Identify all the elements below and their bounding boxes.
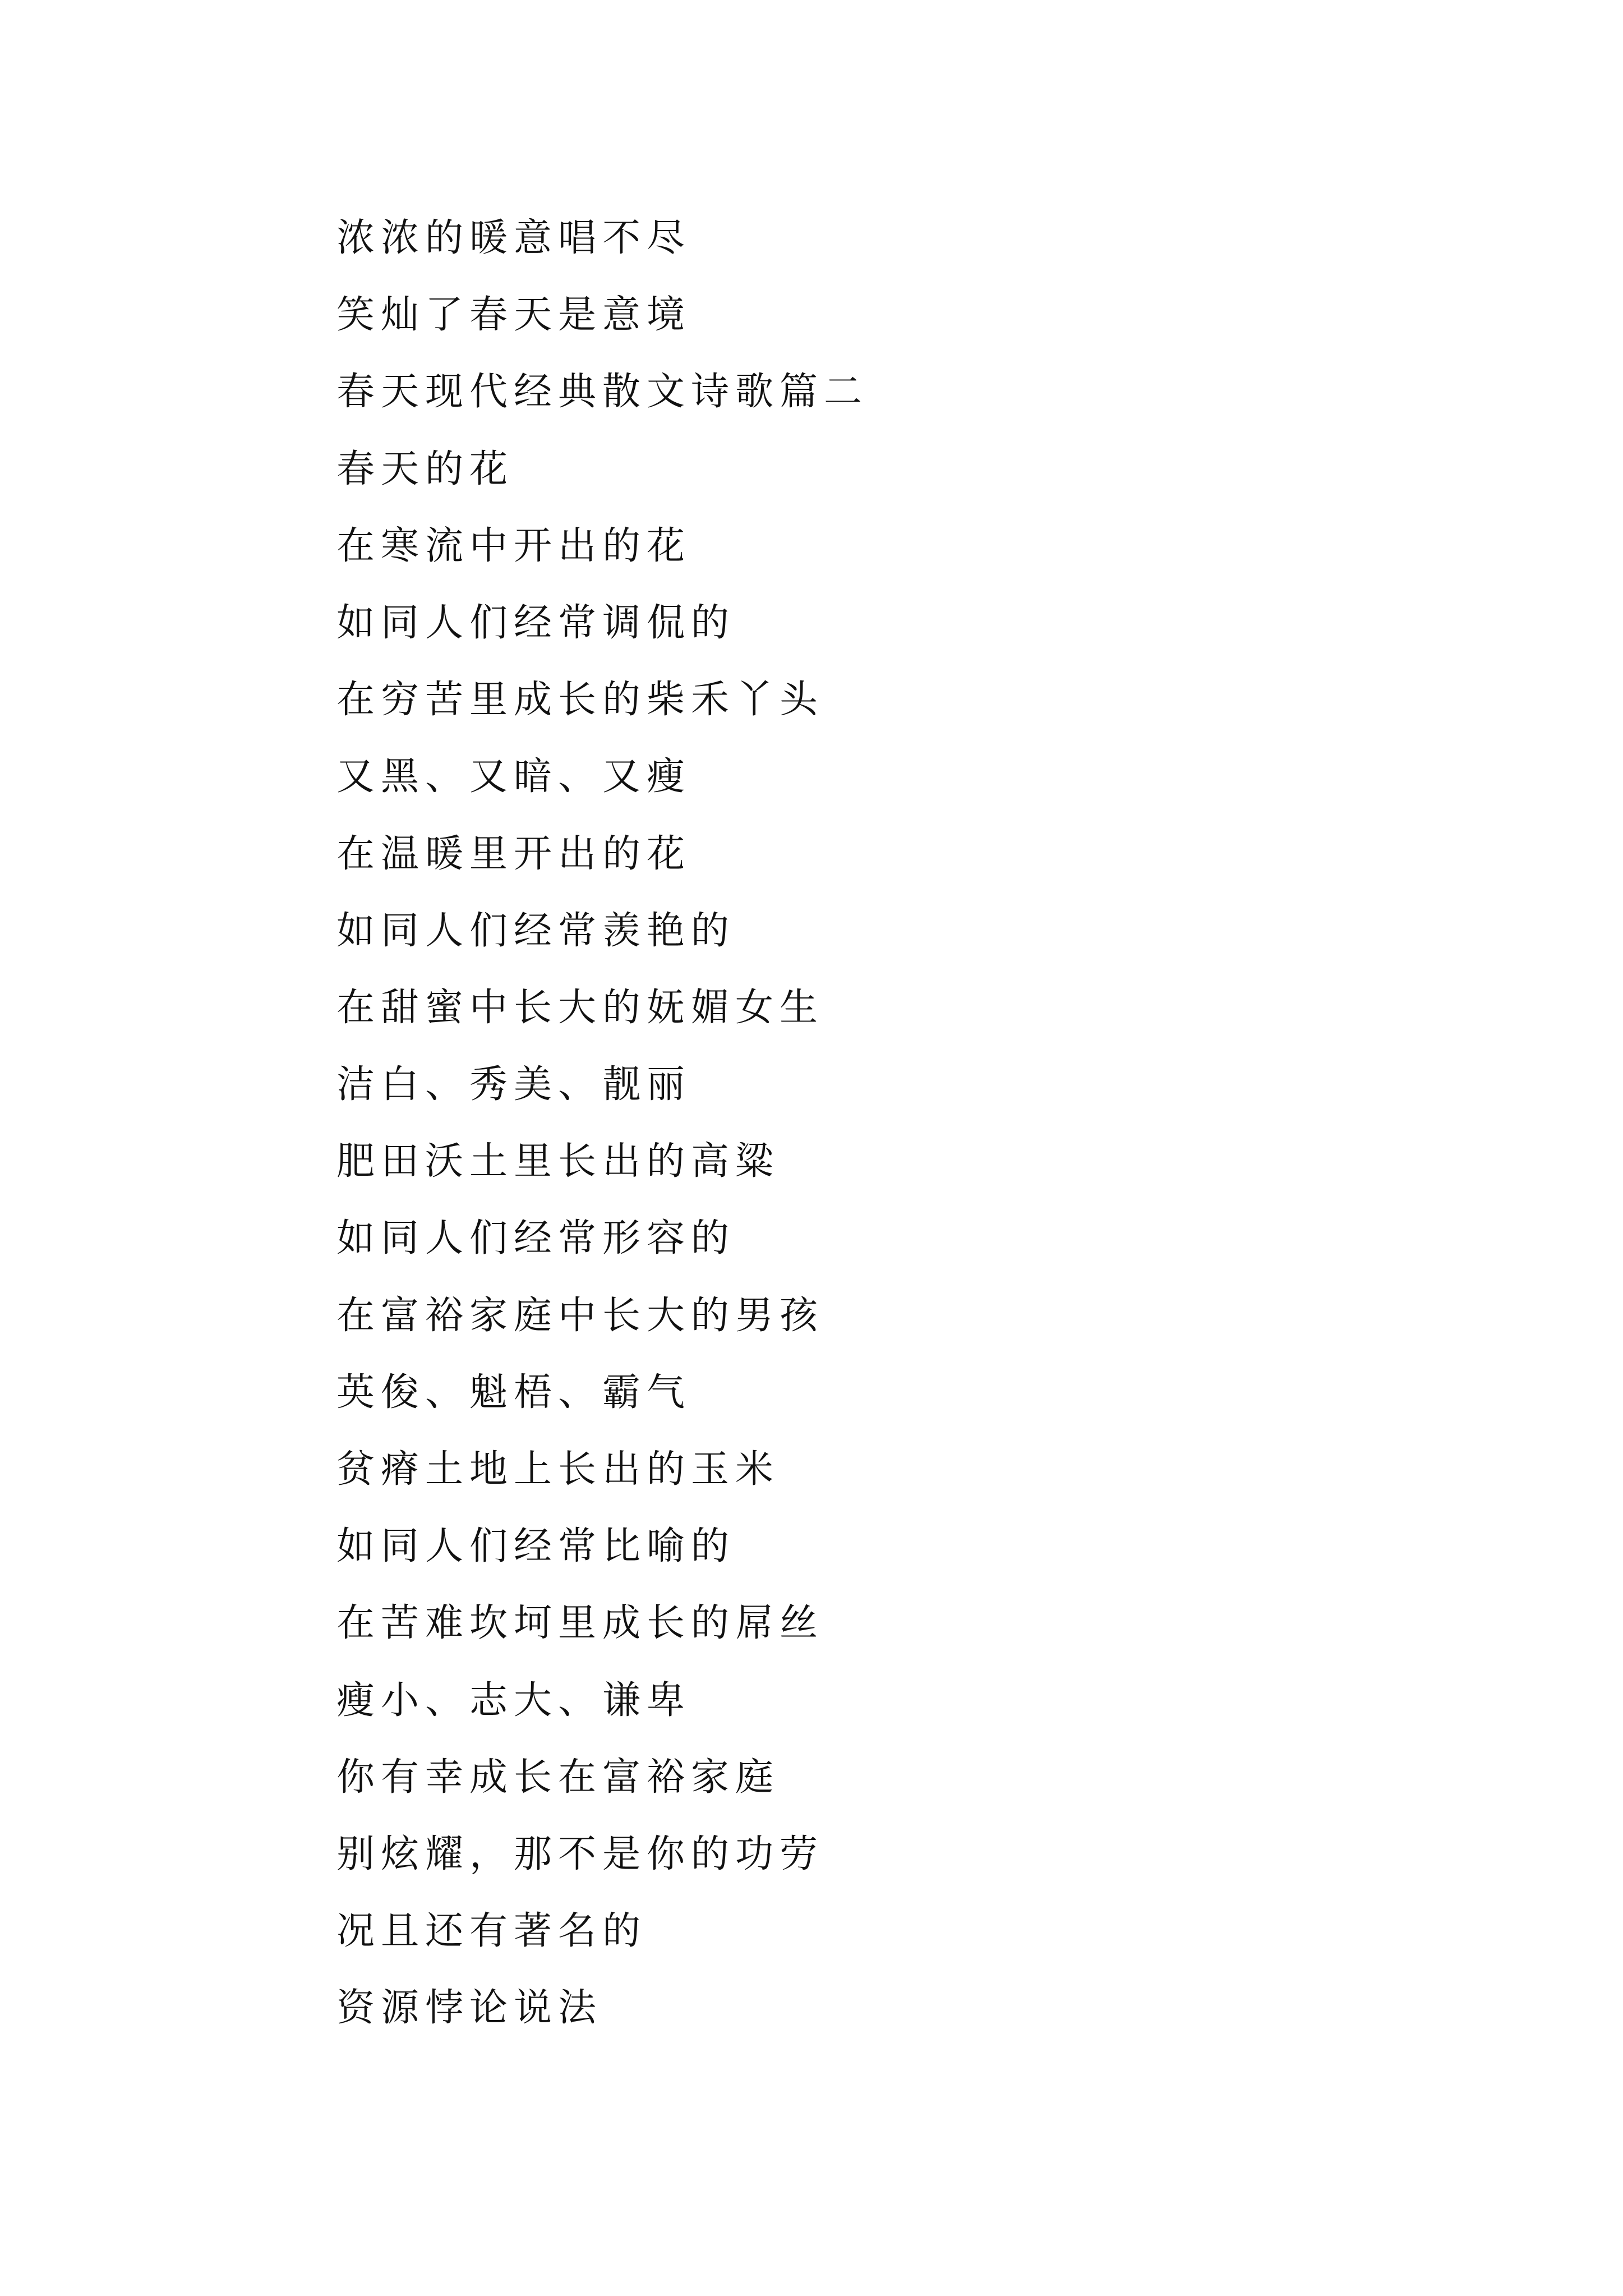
- poem-line: 如同人们经常比喻的: [336, 1524, 736, 1569]
- poem-line: 又黑、又暗、又瘦: [336, 754, 691, 799]
- section-heading: 春天现代经典散文诗歌篇二: [336, 370, 869, 415]
- poem-line: 英俊、魁梧、霸气: [336, 1370, 691, 1415]
- poem-line: 别炫耀，那不是你的功劳: [336, 1832, 824, 1876]
- poem-line: 如同人们经常羡艳的: [336, 908, 736, 953]
- poem-line: 贫瘠土地上长出的玉米: [336, 1447, 780, 1492]
- poem-line: 你有幸成长在富裕家庭: [336, 1755, 780, 1800]
- poem-line: 洁白、秀美、靓丽: [336, 1062, 691, 1107]
- poem-title: 春天的花: [336, 447, 514, 491]
- poem-line: 肥田沃土里长出的高粱: [336, 1139, 780, 1184]
- poem-line: 在苦难坎坷里成长的屌丝: [336, 1601, 824, 1646]
- poem-line: 资源悖论说法: [336, 1986, 603, 2031]
- poem-line: 在穷苦里成长的柴禾丫头: [336, 678, 824, 723]
- poem-line: 浓浓的暖意唱不尽: [336, 216, 691, 260]
- poem-line: 在甜蜜中长大的妩媚女生: [336, 985, 824, 1030]
- poem-text: [336, 210, 868, 2058]
- poem-line: 笑灿了春天是意境: [336, 293, 691, 338]
- poem-line: 况且还有著名的: [336, 1909, 647, 1954]
- poem-line: 如同人们经常形容的: [336, 1216, 736, 1261]
- poem-line: 在温暖里开出的花: [336, 831, 691, 876]
- poem-line: 瘦小、志大、谦卑: [336, 1678, 691, 1723]
- poem-line: 在寒流中开出的花: [336, 523, 691, 568]
- poem-line: 如同人们经常调侃的: [336, 600, 736, 645]
- poem-line: 在富裕家庭中长大的男孩: [336, 1293, 824, 1338]
